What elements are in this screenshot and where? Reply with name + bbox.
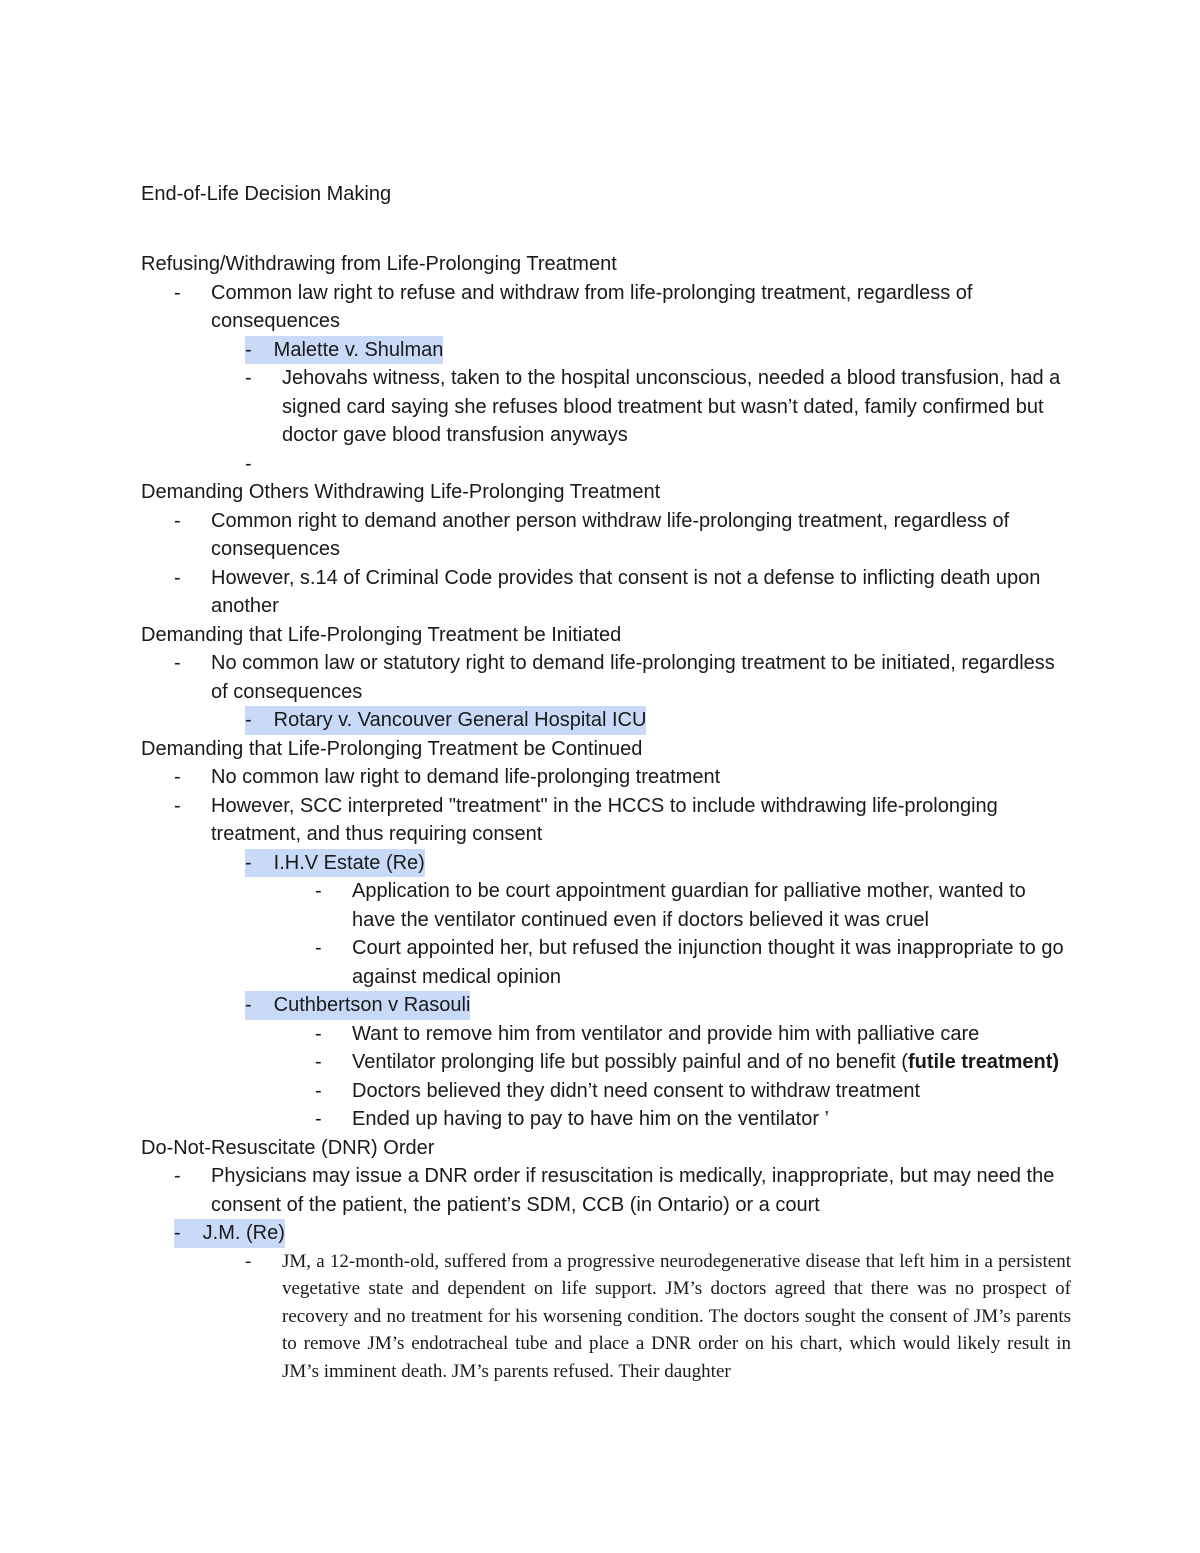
bullet-item [141,364,1071,450]
bullet-item [141,1077,1071,1106]
bullet-dash: - [245,709,252,731]
bullet-text: However, s.14 of Criminal Code provides that consent is not a defense to inflicting death upon another [211,566,1041,617]
case-text: Malette v. Shulman [273,338,444,361]
case-text: J.M. (Re) [202,1222,285,1244]
bullet-dash: - [245,338,252,361]
bullet-dash: - [315,1108,322,1130]
bullet-dash: - [174,766,181,788]
bullet-item [141,1048,1071,1077]
document-body [141,180,1071,1385]
empty-bullet-item [141,450,1071,479]
bullet-item [141,649,1071,706]
bullet-text: Common right to demand another person withdraw life-prolonging treatment, regardless of consequences [211,509,1010,560]
bullet-dash: - [245,452,252,475]
section-heading-initiated: Demanding that Life-Prolonging Treatment be Initiated [141,623,622,646]
bullet-item [141,792,1071,849]
document-title: End-of-Life Decision Making [141,183,392,205]
bullet-text: Jehovahs witness, taken to the hospital unconscious, needed a blood transfusion, had a signed card saying she refuses blood treatment but wasn’t dated, family confirmed but doctor gave blood transfusion anyways [282,367,1061,446]
bullet-item [141,564,1071,621]
bullet-text: Doctors believed they didn’t need consent to withdraw treatment [352,1079,921,1102]
bullet-dash: - [245,367,252,389]
bullet-text-plain: Ventilator prolonging life but possibly painful and of no benefit ( [352,1051,908,1073]
bullet-item [141,1248,1071,1386]
case-text: I.H.V Estate (Re) [273,851,425,874]
bullet-text: Common law right to refuse and withdraw from life-prolonging treatment, regardless of consequences [211,281,973,332]
bullet-dash: - [174,794,181,817]
bullet-item [141,934,1071,991]
bullet-text: However, SCC interpreted "treatment" in the HCCS to include withdrawing life-prolonging treatment, and thus requiring consent [211,794,998,845]
bullet-dash: - [245,994,252,1016]
bullet-dash: - [315,937,322,959]
bullet-item [141,1162,1071,1219]
bullet-item [141,1105,1071,1134]
bullet-dash: - [245,851,252,874]
bullet-text: No common law right to demand life-prolonging treatment [211,766,721,788]
case-name-cuthbertson [245,991,470,1020]
bullet-dash: - [174,1222,181,1244]
bullet-item [141,1020,1071,1049]
case-name-ihv-estate [245,849,425,878]
section-heading-dnr: Do-Not-Resuscitate (DNR) Order [141,1136,435,1159]
bullet-text: No common law or statutory right to demand life-prolonging treatment to be initiated, regardless of consequences [211,652,1055,703]
bullet-text: Application to be court appointment guardian for palliative mother, wanted to have the ventilator continued even if doctors believed it was cruel [352,880,1026,931]
bullet-dash: - [174,1165,181,1187]
bullet-dash: - [174,566,181,589]
bullet-dash: - [315,1051,322,1073]
bullet-dash: - [174,281,181,304]
bullet-dash: - [174,652,181,674]
case-name-jm [174,1219,285,1248]
bullet-dash: - [315,880,322,902]
section-heading-demanding-others: Demanding Others Withdrawing Life-Prolonging Treatment [141,481,661,503]
bullet-item [141,877,1071,934]
case-text: Rotary v. Vancouver General Hospital ICU [273,709,647,731]
bullet-dash: - [174,509,181,532]
bullet-text: Physicians may issue a DNR order if resuscitation is medically, inappropriate, but may need the consent of the patient, the patient’s SDM, CCB (in Ontario) or a court [211,1165,1055,1216]
bullet-dash: - [315,1079,322,1102]
case-text: Cuthbertson v Rasouli [273,994,471,1016]
bullet-dash: - [245,1250,252,1272]
bullet-text: Court appointed her, but refused the injunction thought it was inappropriate to go against medical opinion [352,937,1064,988]
bullet-text-bold: futile treatment) [907,1051,1060,1073]
section-heading-continued: Demanding that Life-Prolonging Treatment be Continued [141,737,643,760]
bullet-item [141,763,1071,792]
bullet-text: Want to remove him from ventilator and provide him with palliative care [352,1022,980,1045]
bullet-item [141,279,1071,336]
case-name-malette [245,336,443,365]
case-name-rotary [245,706,646,735]
bullet-text: JM, a 12-month-old, suffered from a progressive neurodegenerative disease that left him in a persistent vegetative state and dependent on life support. JM’s doctors agreed that there was no prospect of recovery and no treatment for his worsening condition. The doctors sought the consent of JM’s parents to remove JM’s endotracheal tube and place a DNR order on his chart, which would likely result in JM’s imminent death. JM’s parents refused. Their daughter [282,1250,1071,1382]
bullet-dash: - [315,1022,322,1045]
bullet-item [141,507,1071,564]
bullet-text: Ended up having to pay to have him on the ventilator ’ [352,1108,829,1130]
section-heading-refusing: Refusing/Withdrawing from Life-Prolonging Treatment [141,253,617,275]
bullet-text [352,1051,1059,1073]
